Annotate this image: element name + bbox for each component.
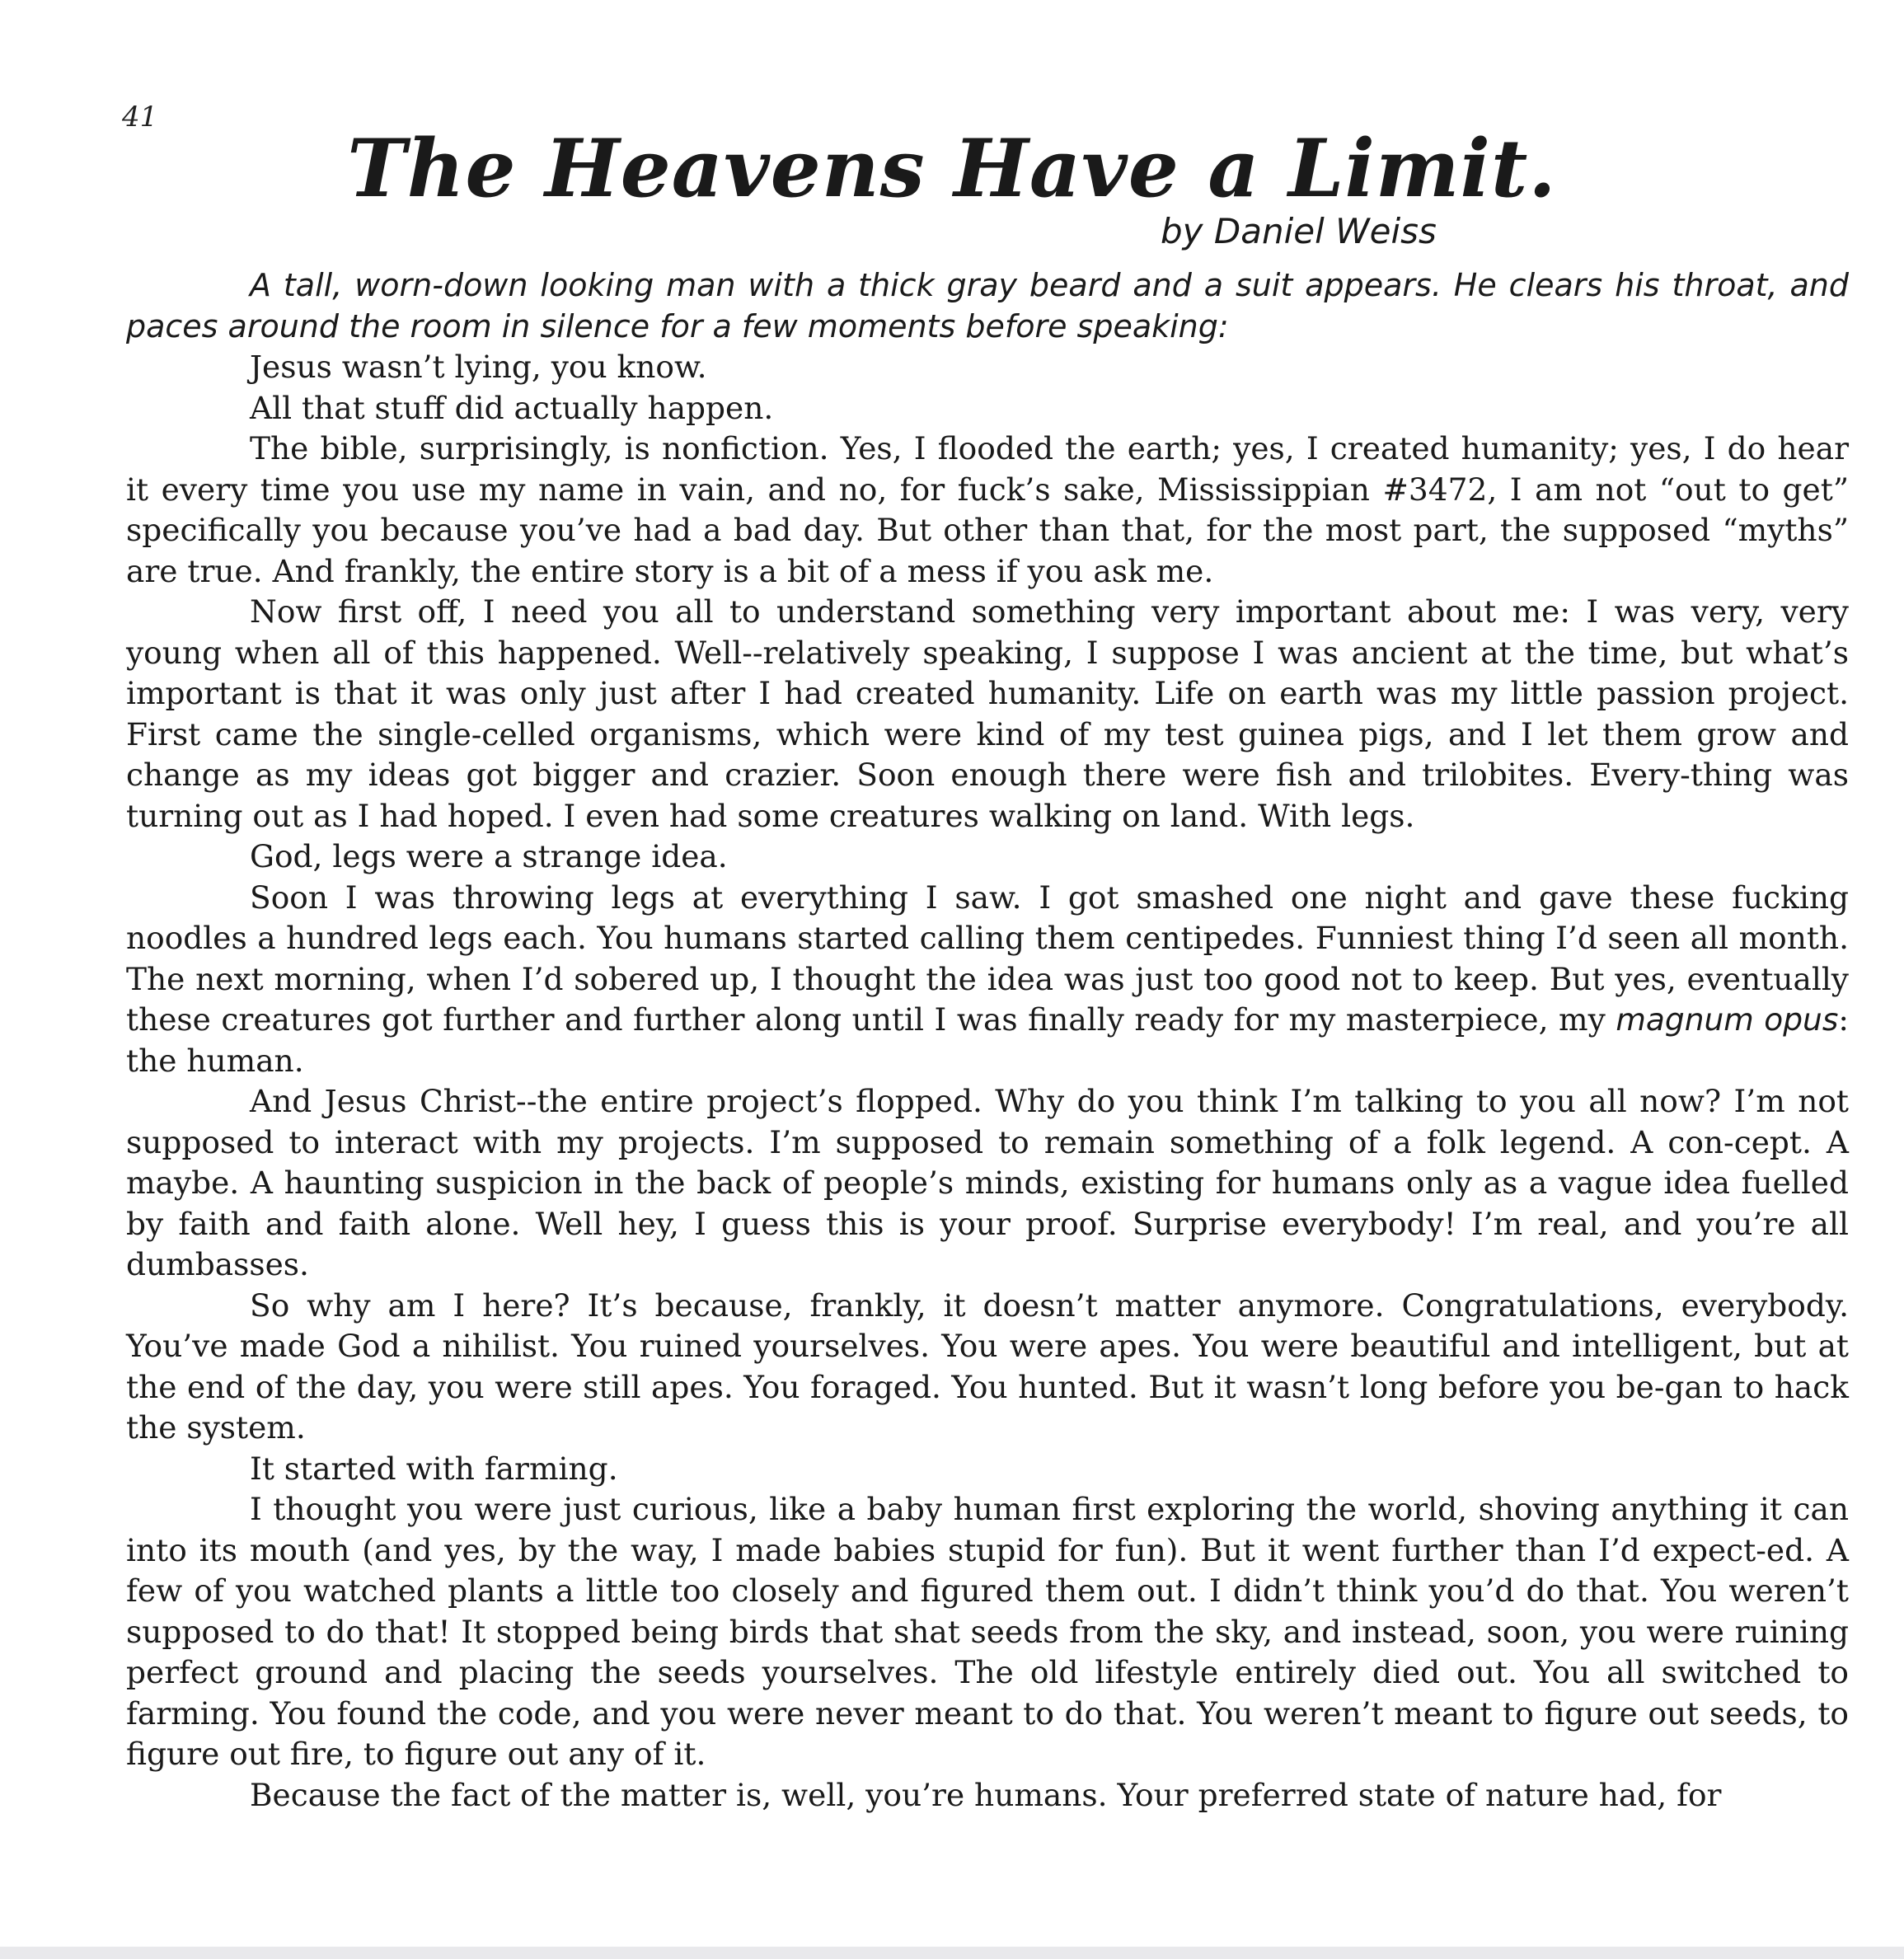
paragraph: So why am I here? It’s because, frankly, it doesn’t matter anymore. Congratulations, everybody. You’ve made God a nihilist. You ruined yourselves. You were apes. You were beautiful and intelligent, but at the end of the day, you were still apes. You foraged. You hunted. But it wasn’t long before you be-gan to hack the system.	[126, 1286, 1849, 1446]
paragraph: I thought you were just curious, like a baby human first exploring the world, shoving anything it can into its mouth (and yes, by the way, I made babies stupid for fun). But it went further than I’d expect-ed. A few of you watched plants a little too closely and figured them out. I didn’t think you’d do that. You weren’t supposed to do that! It stopped being birds that shat seeds from the sky, and instead, soon, you were ruining perfect ground and placing the seeds yourselves. The old lifestyle entirely died out. You all switched to farming. You found the code, and you were never meant to do that. You weren’t meant to figure out seeds, to figure out fire, to figure out any of it.	[126, 1491, 1849, 1772]
paragraph: Because the fact of the matter is, well, you’re humans. Your preferred state of nature had, for	[250, 1776, 1722, 1813]
paragraph	[126, 878, 1849, 1082]
page-number: 41	[122, 101, 158, 134]
paragraph: Now first off, I need you all to understand something very important about me: I was very, very young when all of this happened. Well--relatively speaking, I suppose I was ancient at the time, but what’s important is that it was only just after I had created humanity. Life on earth was my little passion project. First came the single-celled organisms, which were kind of my test guinea pigs, and I let them grow and change as my ideas got bigger and crazier. Soon enough there were fish and trilobites. Every-thing was turning out as I had hoped. I even had some creatures walking on land. With legs.	[126, 593, 1849, 834]
paragraph-tail: : the human.	[126, 1001, 1849, 1079]
paragraph: God, legs were a strange idea.	[250, 838, 728, 874]
paragraph: All that stuff did actually happen.	[250, 389, 774, 426]
page-title: The Heavens Have a Limit.	[347, 122, 1557, 215]
emphasis-text: magnum opus	[1616, 1001, 1839, 1038]
paragraph: And Jesus Christ--the entire project’s flopped. Why do you think I’m talking to you all now? I’m not supposed to interact with my projects. I’m supposed to remain something of a folk legend. A con-cept. A maybe. A haunting suspicion in the back of people’s minds, existing for humans only as a vague idea fuelled by faith and faith alone. Well hey, I guess this is your proof. Surprise everybody! I’m real, and you’re all dumbasses.	[126, 1083, 1849, 1282]
paragraph: It started with farming.	[250, 1450, 618, 1487]
paragraph: The bible, surprisingly, is nonfiction. Yes, I flooded the earth; yes, I created humanity; yes, I do hear it every time you use my name in vain, and no, for fuck’s sake, Mississippian #3472, I am not “out to get” specifically you because you’ve had a bad day. But other than that, for the most part, the supposed “myths” are true. And frankly, the entire story is a bit of a mess if you ask me.	[126, 430, 1849, 589]
stage-direction: A tall, worn-down looking man with a thick gray beard and a suit appears. He clears his throat, and paces around the room in silence for a few moments before speaking:	[126, 267, 1849, 344]
scan-edge	[0, 1947, 1904, 1959]
paragraph-text: Soon I was throwing legs at everything I saw. I got smashed one night and gave these fucking noodles a hundred legs each. You humans started calling them centipedes. Funniest thing I’d seen all month. The next morning, when I’d sobered up, I thought the idea was just too good not to keep. But yes, eventually these creatures got further and further along until I was finally ready for my masterpiece, my	[126, 879, 1849, 1038]
article-body	[126, 265, 1849, 1816]
author-byline: by Daniel Weiss	[1161, 211, 1437, 251]
paragraph: Jesus wasn’t lying, you know.	[250, 349, 707, 385]
